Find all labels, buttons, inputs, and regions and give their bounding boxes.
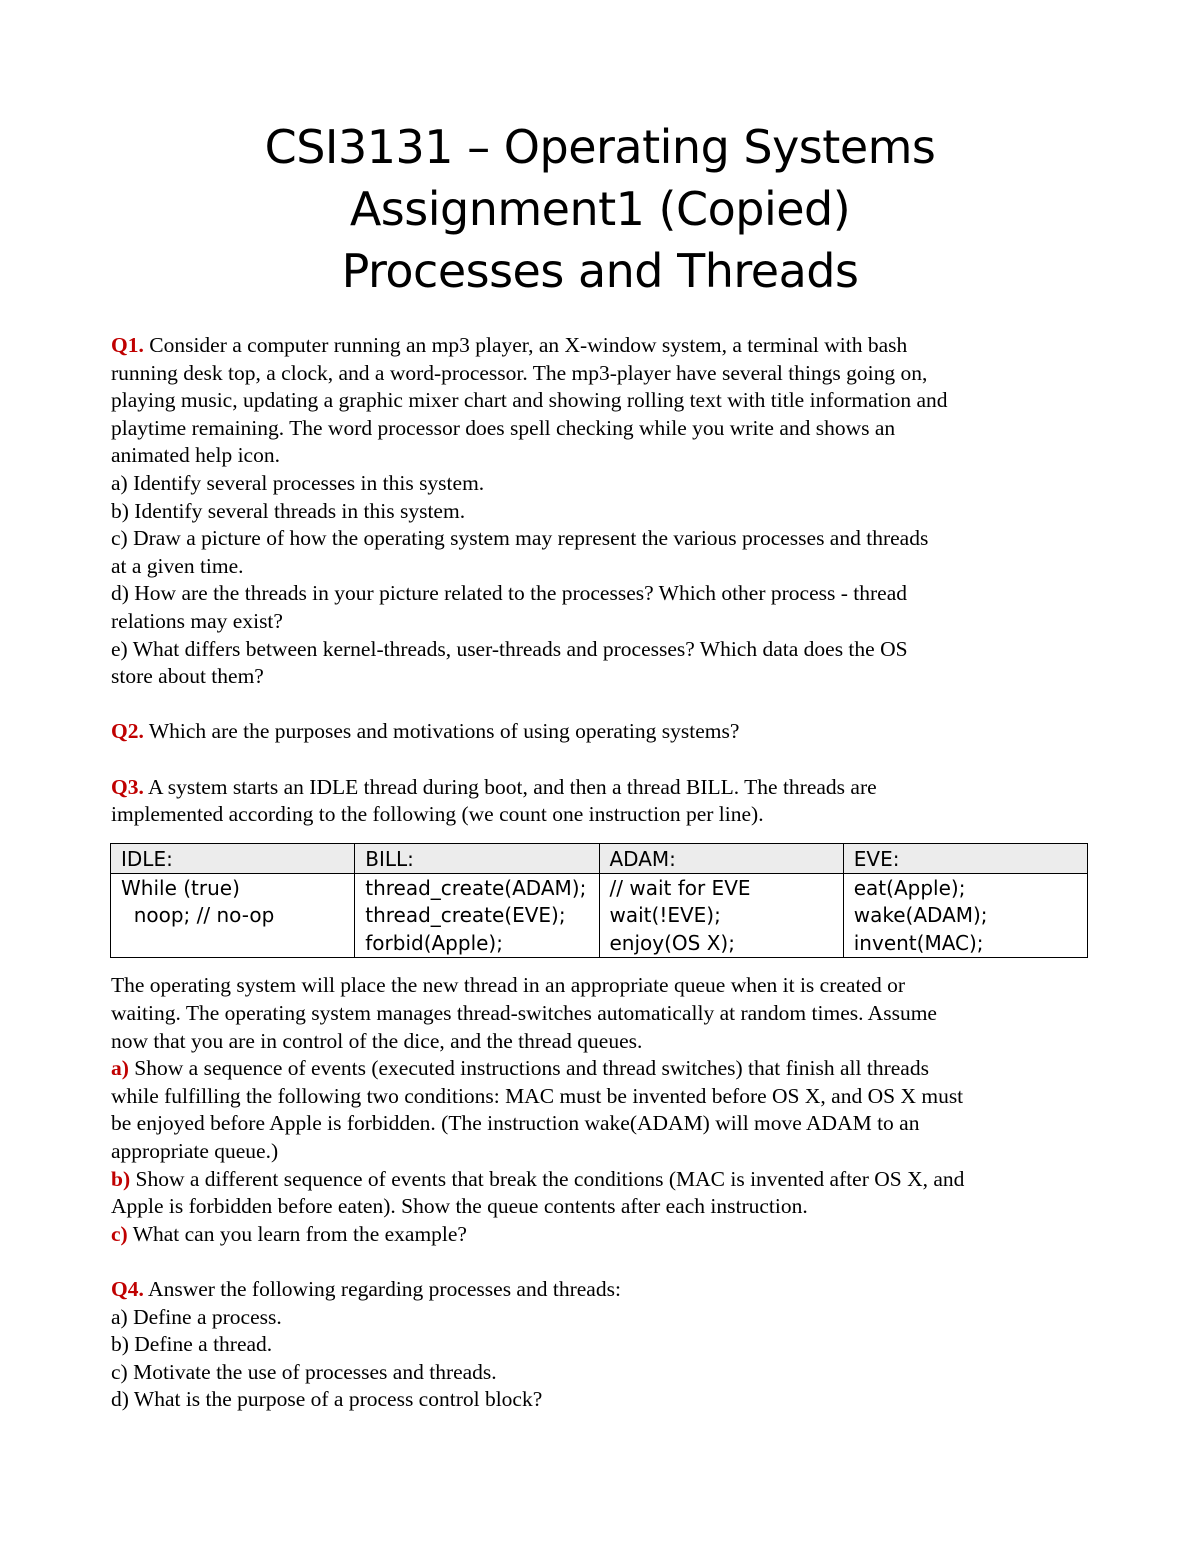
q1-part-b: b) Identify several threads in this system. <box>111 498 466 523</box>
q3-text: A system starts an IDLE thread during boot, and then a thread BILL. The threads are <box>143 774 877 799</box>
q1-part-e: e) What differs between kernel-threads, user-threads and processes? Which data does the OS <box>111 636 908 661</box>
q3-part-a-line: be enjoyed before Apple is forbidden. (The instruction wake(ADAM) will move ADAM to an <box>111 1111 920 1136</box>
header-bill: BILL: <box>355 843 599 873</box>
code-line: While (true) <box>121 875 240 900</box>
header-idle: IDLE: <box>111 843 355 873</box>
q3-part-a-line: appropriate queue.) <box>111 1139 279 1164</box>
code-line: forbid(Apple); <box>365 930 503 955</box>
q1-line: playtime remaining. The word processor does spell checking while you write and shows an <box>111 415 896 440</box>
spacer <box>111 1248 1091 1276</box>
code-line: enjoy(OS X); <box>609 930 735 955</box>
q4-text: Answer the following regarding processes and threads: <box>143 1277 621 1301</box>
q3-line: implemented according to the following (we count one instruction per line). <box>111 802 764 827</box>
q3-para-line: waiting. The operating system manages thread-switches automatically at random times. Assume <box>111 1001 937 1026</box>
thread-table <box>110 843 1088 959</box>
q3-label: Q3. <box>111 774 144 799</box>
q3-part-c-label: c) <box>111 1221 128 1246</box>
q2-line <box>111 718 1091 746</box>
q4-part-a: a) Define a process. <box>111 1304 282 1329</box>
header-adam: ADAM: <box>599 843 843 873</box>
title-topic: Processes and Threads <box>341 244 859 298</box>
q2-text: Which are the purposes and motivations of using operating systems? <box>143 719 740 744</box>
q1-part-a: a) Identify several processes in this system. <box>111 470 485 495</box>
q3-part-c <box>111 1221 1091 1249</box>
q1-part-d: d) How are the threads in your picture related to the processes? Which other process - thread <box>111 581 907 606</box>
q3-para-line: The operating system will place the new thread in an appropriate queue when it is created or <box>111 973 906 998</box>
q1-part-c: c) Draw a picture of how the operating system may represent the various processes and threads <box>111 526 929 551</box>
q3-part-b-label: b) <box>111 1166 131 1191</box>
q1-line: at a given time. <box>111 553 244 578</box>
code-line: invent(MAC); <box>853 930 984 955</box>
q1-line: animated help icon. <box>111 443 280 468</box>
q4-part-d: d) What is the purpose of a process control block? <box>111 1387 543 1412</box>
header-eve: EVE: <box>843 843 1087 873</box>
code-line: thread_create(ADAM); <box>365 875 587 900</box>
title-course: CSI3131 – Operating Systems <box>264 120 936 174</box>
q3-part-b-line: Apple is forbidden before eaten). Show the queue contents after each instruction. <box>111 1194 808 1219</box>
q3-part-c-text: What can you learn from the example? <box>127 1221 467 1246</box>
q3-part-b-text: Show a different sequence of events that break the conditions (MAC is invented after OS X, and <box>130 1166 965 1191</box>
thread-table-body-row <box>111 873 1088 958</box>
document-body <box>111 332 1091 1414</box>
question-4 <box>111 1276 1091 1414</box>
q1-text: Consider a computer running an mp3 player, an X-window system, a terminal with bash <box>143 333 908 357</box>
question-1 <box>111 332 1091 691</box>
q3-part-a <box>111 1055 1091 1083</box>
q3-part-a-line: while fulfilling the following two conditions: MAC must be invented before OS X, and OS X must <box>111 1083 964 1108</box>
cell-adam-code <box>599 873 843 958</box>
thread-table-wrapper <box>110 843 1091 959</box>
spacer <box>111 691 1091 719</box>
question-2 <box>111 718 1091 746</box>
q4-part-c: c) Motivate the use of processes and threads. <box>111 1359 497 1384</box>
q3-part-a-label: a) <box>111 1056 129 1081</box>
code-line: wake(ADAM); <box>853 903 988 928</box>
code-line: eat(Apple); <box>853 875 966 900</box>
q3-para-line: now that you are in control of the dice, and the thread queues. <box>111 1028 643 1053</box>
code-line: // wait for EVE <box>609 875 751 900</box>
code-line: thread_create(EVE); <box>365 903 566 928</box>
q4-part-b: b) Define a thread. <box>111 1332 273 1357</box>
q3-part-a-text: Show a sequence of events (executed instructions and thread switches) that finish all threads <box>128 1056 929 1081</box>
q1-line <box>111 332 1091 360</box>
question-3 <box>111 774 1091 1249</box>
spacer <box>111 746 1091 774</box>
document-title <box>0 116 1200 302</box>
q1-label: Q1. <box>111 333 144 357</box>
q4-label: Q4. <box>111 1277 144 1301</box>
q1-line: store about them? <box>111 664 264 689</box>
title-assignment: Assignment1 (Copied) <box>349 182 851 236</box>
cell-eve-code <box>843 873 1087 958</box>
q3-line <box>111 774 1091 802</box>
q1-line: playing music, updating a graphic mixer chart and showing rolling text with title information and <box>111 388 948 413</box>
cell-bill-code <box>355 873 599 958</box>
code-line: wait(!EVE); <box>609 903 721 928</box>
q1-line: running desk top, a clock, and a word-processor. The mp3-player have several things going on, <box>111 360 928 385</box>
thread-table-header-row <box>111 843 1088 873</box>
code-line: noop; // no-op <box>121 903 275 928</box>
cell-idle-code <box>111 873 355 958</box>
q4-line <box>111 1276 1091 1304</box>
q2-label: Q2. <box>111 719 144 744</box>
q1-line: relations may exist? <box>111 608 283 633</box>
q3-part-b <box>111 1166 1091 1194</box>
